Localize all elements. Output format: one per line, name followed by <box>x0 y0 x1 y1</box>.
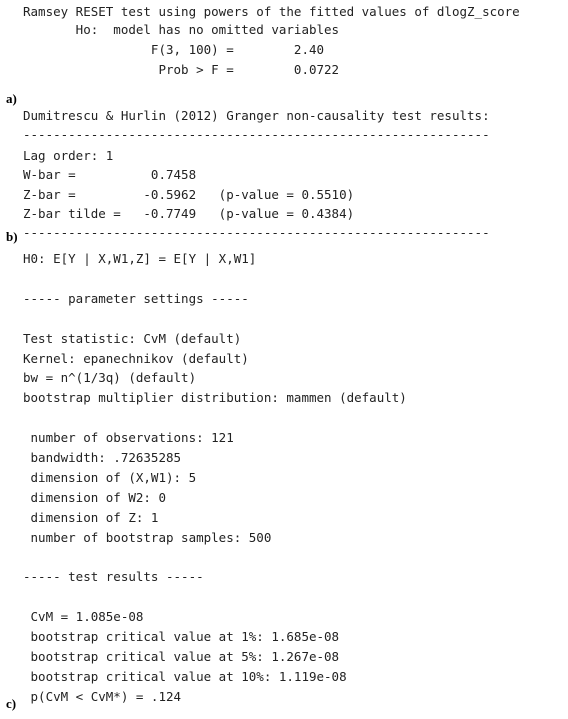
granger-wbar-line: W-bar = 0.7458 <box>23 167 197 182</box>
parameter-settings-heading: ----- parameter settings ----- <box>23 290 249 306</box>
granger-zbar-line: Z-bar = -0.5962 (p-value = 0.5510) <box>23 187 355 202</box>
panel-c-output <box>23 251 563 711</box>
observations-line: number of observations: 121 <box>23 430 234 446</box>
panel-a-label: a) <box>6 91 17 106</box>
panel-c-label: c) <box>6 696 17 711</box>
ramsey-f-stat-line: F(3, 100) = 2.40 <box>23 42 325 57</box>
granger-zbar-tilde-line: Z-bar tilde = -0.7749 (p-value = 0.4384) <box>23 206 355 221</box>
bandwidth-rule-line: bw = n^(1/3q) (default) <box>23 370 197 386</box>
kernel-line: Kernel: epanechnikov (default) <box>23 350 249 366</box>
test-results-heading: ----- test results ----- <box>23 569 204 585</box>
critical-value-10pct-line: bootstrap critical value at 10%: 1.119e-08 <box>23 668 347 684</box>
granger-separator-bottom: -------------------------------------------------------------- <box>23 225 490 240</box>
ramsey-hypothesis-line: Ho: model has no omitted variables <box>23 22 340 37</box>
dimension-z-line: dimension of Z: 1 <box>23 509 159 525</box>
dimension-w2-line: dimension of W2: 0 <box>23 489 166 505</box>
test-statistic-line: Test statistic: CvM (default) <box>23 330 242 346</box>
panel-a-output <box>23 4 563 77</box>
granger-title-line: Dumitrescu & Hurlin (2012) Granger non-causality test results: <box>23 108 490 123</box>
panel-b-output <box>23 108 563 240</box>
critical-value-5pct-line: bootstrap critical value at 5%: 1.267e-08 <box>23 649 340 664</box>
multiplier-distribution-line: bootstrap multiplier distribution: mammen (default) <box>23 390 407 406</box>
ramsey-prob-line: Prob > F = 0.0722 <box>23 62 340 77</box>
ramsey-title-line: Ramsey RESET test using powers of the fitted values of dlogZ_score <box>23 4 520 19</box>
granger-lag-line: Lag order: 1 <box>23 148 114 163</box>
bandwidth-value-line: bandwidth: .72635285 <box>23 450 182 465</box>
critical-value-1pct-line: bootstrap critical value at 1%: 1.685e-08 <box>23 629 340 645</box>
granger-separator-top: -------------------------------------------------------------- <box>23 127 490 142</box>
cvm-value-line: CvM = 1.085e-08 <box>23 609 144 625</box>
hypothesis-line: H0: E[Y | X,W1,Z] = E[Y | X,W1] <box>23 251 257 266</box>
panel-b-label: b) <box>6 229 18 244</box>
p-value-line: p(CvM < CvM*) = .124 <box>23 688 182 704</box>
dimension-x-w1-line: dimension of (X,W1): 5 <box>23 469 197 485</box>
bootstrap-samples-line: number of bootstrap samples: 500 <box>23 529 272 545</box>
